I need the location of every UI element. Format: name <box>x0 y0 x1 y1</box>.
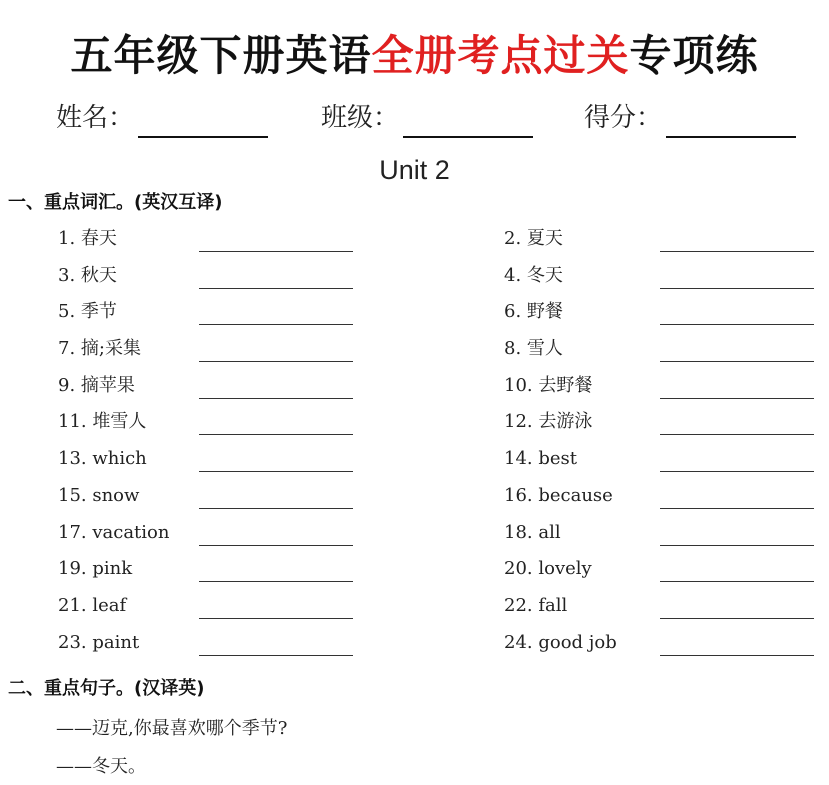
section1-heading: 一、重点词汇。(英汉互译) <box>8 192 223 213</box>
answer-blank[interactable] <box>199 434 353 435</box>
name-label: 姓名： <box>56 103 135 133</box>
vocab-row <box>0 369 829 406</box>
name-blank[interactable] <box>138 106 268 138</box>
sentence-answer: ——冬天。 <box>56 756 146 777</box>
vocab-row <box>0 222 829 259</box>
answer-blank[interactable] <box>660 288 814 289</box>
vocab-term: 19. pink <box>58 558 133 580</box>
vocab-term: 24. good job <box>504 631 617 653</box>
answer-blank[interactable] <box>660 581 814 582</box>
answer-blank[interactable] <box>199 361 353 362</box>
title-grade: 五年级下册英语 <box>70 31 372 80</box>
score-field <box>584 98 796 138</box>
vocab-term: 4. 冬天 <box>504 264 563 286</box>
vocab-term: 18. all <box>504 521 561 543</box>
vocab-term: 13. which <box>58 448 147 470</box>
section2-heading: 二、重点句子。(汉译英) <box>8 678 205 699</box>
answer-blank[interactable] <box>660 434 814 435</box>
score-label: 得分： <box>584 103 663 133</box>
answer-blank[interactable] <box>660 251 814 252</box>
vocab-term: 16. because <box>504 484 613 506</box>
answer-blank[interactable] <box>660 324 814 325</box>
vocab-term: 9. 摘苹果 <box>58 374 135 396</box>
answer-blank[interactable] <box>660 655 814 656</box>
answer-blank[interactable] <box>199 618 353 619</box>
answer-blank[interactable] <box>199 471 353 472</box>
answer-blank[interactable] <box>660 361 814 362</box>
vocab-row <box>0 516 829 553</box>
vocab-term: 6. 野餐 <box>504 301 563 323</box>
class-field <box>321 98 533 138</box>
vocab-term: 3. 秋天 <box>58 264 117 286</box>
vocab-row <box>0 626 829 663</box>
vocab-term: 5. 季节 <box>58 301 117 323</box>
vocab-term: 15. snow <box>58 484 140 506</box>
vocab-row <box>0 589 829 626</box>
vocab-term: 8. 雪人 <box>504 338 563 360</box>
score-blank[interactable] <box>666 106 796 138</box>
vocab-term: 22. fall <box>504 594 568 616</box>
answer-blank[interactable] <box>199 545 353 546</box>
answer-blank[interactable] <box>660 508 814 509</box>
vocab-term: 12. 去游泳 <box>504 411 593 433</box>
vocab-term: 17. vacation <box>58 521 170 543</box>
answer-blank[interactable] <box>199 324 353 325</box>
answer-blank[interactable] <box>199 288 353 289</box>
worksheet-title <box>0 28 829 84</box>
answer-blank[interactable] <box>660 398 814 399</box>
vocab-term: 20. lovely <box>504 558 592 580</box>
class-blank[interactable] <box>403 106 533 138</box>
answer-blank[interactable] <box>199 581 353 582</box>
answer-blank[interactable] <box>660 471 814 472</box>
name-field <box>56 98 268 138</box>
answer-blank[interactable] <box>199 251 353 252</box>
vocab-term: 7. 摘;采集 <box>58 338 141 360</box>
answer-blank[interactable] <box>660 545 814 546</box>
vocab-term: 2. 夏天 <box>504 228 563 249</box>
vocab-row <box>0 332 829 369</box>
vocab-list <box>0 222 829 662</box>
title-practice: 专项练 <box>629 31 759 80</box>
vocab-term: 10. 去野餐 <box>504 374 593 396</box>
answer-blank[interactable] <box>199 655 353 656</box>
vocab-term: 23. paint <box>58 631 140 653</box>
class-label: 班级： <box>321 103 400 133</box>
unit-heading: Unit 2 <box>379 155 450 185</box>
title-highlight: 全册考点过关 <box>371 31 630 80</box>
vocab-term: 1. 春天 <box>58 228 117 249</box>
vocab-term: 21. leaf <box>58 594 127 616</box>
answer-blank[interactable] <box>660 618 814 619</box>
vocab-row <box>0 552 829 589</box>
vocab-term: 14. best <box>504 448 577 470</box>
vocab-row <box>0 295 829 332</box>
vocab-term: 11. 堆雪人 <box>58 411 147 433</box>
vocab-row <box>0 259 829 296</box>
vocab-row <box>0 405 829 442</box>
answer-blank[interactable] <box>199 508 353 509</box>
sentence-question: ——迈克,你最喜欢哪个季节? <box>56 718 288 739</box>
vocab-row <box>0 442 829 479</box>
answer-blank[interactable] <box>199 398 353 399</box>
vocab-row <box>0 479 829 516</box>
